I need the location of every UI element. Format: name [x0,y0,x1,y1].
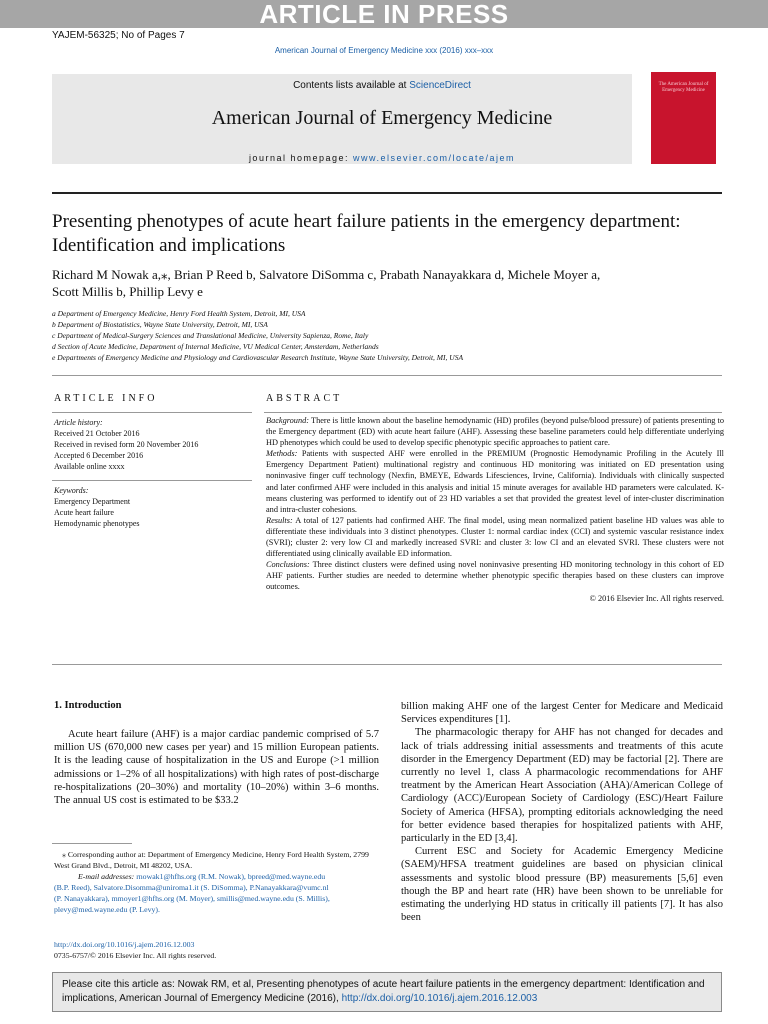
affiliation-e: e Departments of Emergency Medicine and Physiology and Cardiovascular Research Institute, Wayne State University, Detroit, MI, USA [52,353,464,362]
footnote [54,849,380,915]
affiliation-a: a Department of Emergency Medicine, Henry Ford Health System, Detroit, MI, USA [52,309,306,318]
abstract-rule [264,412,722,413]
history-label: Article history: [54,418,103,427]
abstract-divider [52,664,722,665]
cite-doi-link[interactable]: http://dx.doi.org/10.1016/j.ajem.2016.12.003 [341,993,538,1004]
history-online: Available online xxxx [54,462,125,471]
doi-link[interactable]: http://dx.doi.org/10.1016/j.ajem.2016.12.003 [54,940,195,949]
article-title-line2: Identification and implications [52,235,286,256]
affiliations-divider [52,375,722,376]
abstract-conclusions: Conclusions: Three distinct clusters were defined using novel noninvasive presenting HD monitoring technology in this cohort of ED AHF patients. Further studies are needed to determine whether phenotypic specific therapies based on these clusters can improve outcomes. [266,560,724,592]
homepage-line [140,153,624,163]
intro-right-p2: The pharmacologic therapy for AHF has not changed for decades and lack of trials addressing initial assessments and treatments of this acute disorder in the Emergency Department (ED) may be factorial [2]. There are currently no level 1, class A pharmacologic recommendations for AHF treatment by the American Heart Association (AHA)/American College of Cardiology (ACC)/European Society of Cardiology (ESC)/Heart Failure Society of America (HFSA), prompting editorials acknowledging the need for better evidence based therapies for hospitalized patients with AHF, particularly in the ED [3,4]. [401,727,723,845]
keyword-2: Acute heart failure [54,508,114,517]
authors-line2: Scott Millis b, Phillip Levy e [52,284,203,299]
affiliation-c: c Department of Medical-Surgery Sciences and Translational Medicine, University Sapienza, Rome, Italy [52,331,369,340]
contents-line [140,80,624,91]
abstract-background: Background: There is little known about the baseline hemodynamic (HD) profiles (beyond pulse/blood pressure) of patients presenting to the Emergency department (ED) with acute heart failure (AHF). Assessing these baseline parameters could help differentiate underlying HD phenotypes which could be used to develop specific phenotypic specific approaches to patient care. [266,416,724,448]
article-title [52,210,732,258]
authors-line1: Richard M Nowak a,⁎, Brian P Reed b, Salvatore DiSomma c, Prabath Nanayakkara d, Michele Moyer a, [52,267,601,282]
intro-heading: 1. Introduction [54,700,122,711]
header-divider [52,192,722,194]
article-info-heading: ARTICLE INFO [54,393,158,404]
intro-right-p3: Current ESC and Society for Academic Emergency Medicine (SAEM)/HFSA treatment guidelines are based on physician clinical assessments and systolic blood pressure (BP) measurements [5,6] even though the BP and heart rate (HR) have been shown to be unreliable for estimating the underlying HD status in critically ill patients [7]. It has also been [401,846,723,924]
emails-line1[interactable]: rnowak1@hfhs.org (R.M. Nowak), bpreed@med.wayne.edu [136,872,326,881]
doc-id: YAJEM-56325; No of Pages 7 [52,30,185,41]
keyword-1: Emergency Department [54,497,131,506]
keywords-rule [52,480,252,481]
journal-ref[interactable]: American Journal of Emergency Medicine xxx (2016) xxx–xxx [274,46,494,55]
abstract-copyright: © 2016 Elsevier Inc. All rights reserved. [589,593,724,603]
history-accepted: Accepted 6 December 2016 [54,451,144,460]
abstract-body [266,415,724,604]
issn-line: 0735-6757/© 2016 Elsevier Inc. All rights reserved. [54,951,217,960]
emails-line2[interactable]: (B.P. Reed), Salvatore.Disomma@uniroma1.it (S. DiSomma), P.Nanayakkara@vumc.nl [54,883,329,892]
intro-left-paragraph: Acute heart failure (AHF) is a major cardiac pandemic comprised of 5.7 million US (670,000 new cases per year) and 15 million European patients. It is the leading cause of hospitalization in the US and Europe (>1 million admissions or 1–2% of all hospitalizations) with high rates of post-discharge re-hospitalizations (20–30%) and mortality (10–20%) within 3–6 months. The annual US cost is estimated to be $33.2 [54,729,379,807]
intro-right-column [401,700,723,924]
abstract-results: Results: A total of 127 patients had confirmed AHF. The final model, using mean normalized patient baseline HD values was able to differentiate these individuals into 3 distinct phenotypes. Cluster 1: normal cardiac index (CCI) and systemic vascular resistance index (SVRI); cluster 2: very low CI and markedly increased SVRI: and cluster 3: low CI and an elevated SVRI. These clusters were not differentiated using clinically available ED information. [266,515,725,559]
keywords [54,485,254,529]
corresponding-author: ⁎ Corresponding author at: Department of Emergency Medicine, Henry Ford Health System, 2799 West Grand Blvd., Detroit, MI 48202, USA. [54,850,369,870]
intro-right-p1: billion making AHF one of the largest Center for Medicare and Medicaid Services expenditures [1]. [401,701,723,726]
affiliation-d: d Section of Acute Medicine, Department of Internal Medicine, VU Medical Center, Amsterdam, Netherlands [52,342,379,351]
article-title-line1: Presenting phenotypes of acute heart failure patients in the emergency department: [52,211,681,232]
journal-cover: The American Journal of Emergency Medicine [651,72,716,164]
history-revised: Received in revised form 20 November 2016 [54,440,199,449]
history-received: Received 21 October 2016 [54,429,140,438]
footnote-rule [52,843,132,844]
abstract-heading: ABSTRACT [266,393,343,404]
article-history [54,417,254,472]
keyword-3: Hemodynamic phenotypes [54,519,140,528]
emails-line3[interactable]: (P. Nanayakkara), mmoyer1@hfhs.org (M. Moyer), smillis@med.wayne.edu (S. Millis), [54,894,330,903]
abstract-methods: Methods: Patients with suspected AHF were enrolled in the PREMIUM (Prognostic Hemodynamic Profiling in the Acutely Ill Emergency Department Patient) multinational registry and continuous HD monitoring was initiated on ED presentation using noninvasive finger cuff technology (Nexfin, BMEYE, Edwards Lifesciences, Irvine, California). Individuals with clinically suspected and later confirmed AHF were included in this analysis and initial 15 minute averages for available HD parameters were calculated. K-means clustering was performed to identify out of 23 HD variables a set that provided the greatest level of inter-cluster discrimination and intra-cluster cohesions. [266,449,724,514]
cite-text: Please cite this article as: Nowak RM, et al, Presenting phenotypes of acute heart failure patients in the emergency department: Identification and implications, American Journal of Emergency Medicine (2016), [62,979,705,1004]
keywords-label: Keywords: [54,486,89,495]
article-in-press-banner: ARTICLE IN PRESS [0,0,768,28]
affiliations [52,308,732,363]
journal-title: American Journal of Emergency Medicine [211,107,553,129]
article-info-rule [52,412,252,413]
email-label: E-mail addresses: [78,872,135,881]
cite-box [52,972,722,1012]
homepage-prefix: journal homepage: [248,153,353,163]
emails-line4[interactable]: plevy@med.wayne.edu (P. Levy). [54,905,160,914]
author-list [52,266,732,300]
contents-prefix: Contents lists available at [293,80,410,91]
affiliation-b: b Department of Biostatistics, Wayne State University, Detroit, MI, USA [52,320,268,329]
homepage-link[interactable]: www.elsevier.com/locate/ajem [353,153,516,163]
sciencedirect-link[interactable]: ScienceDirect [409,80,471,91]
